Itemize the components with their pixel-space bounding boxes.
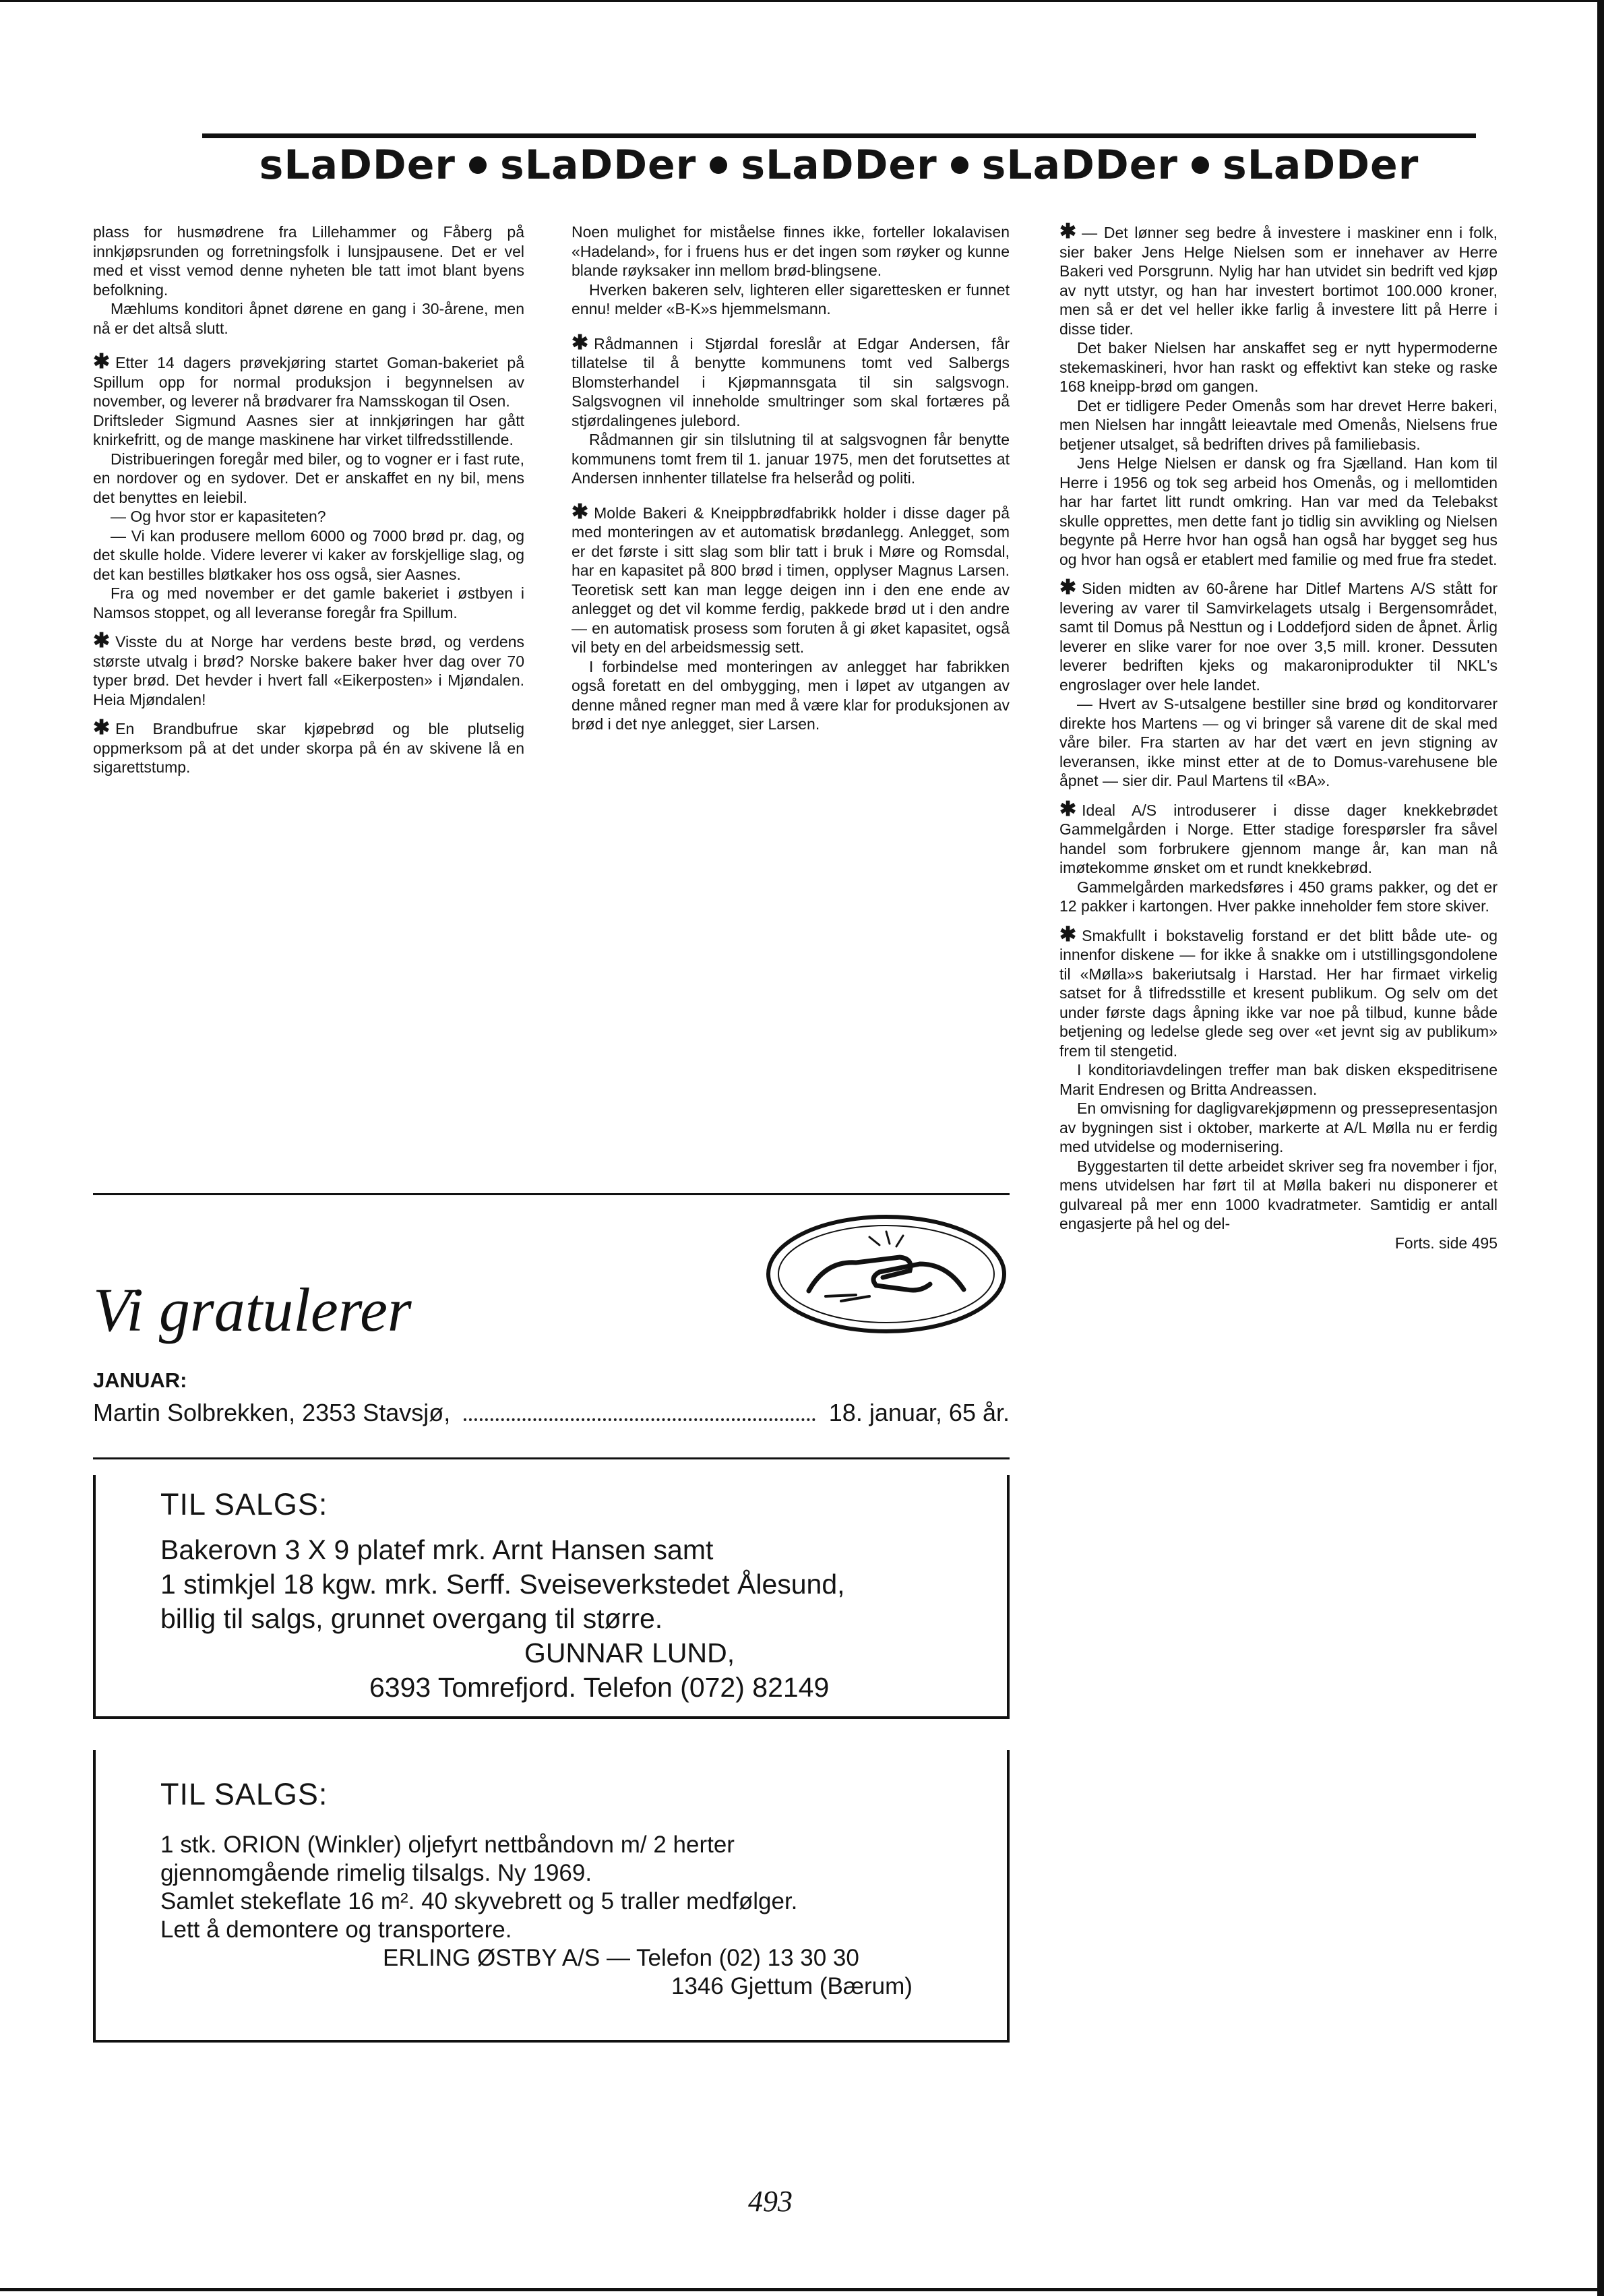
article-column-1	[93, 222, 524, 777]
paragraph: Smakfullt i bokstavelig forstand er det blitt både ute- og innenfor diskene — for ikke å snakke om i utstillingsgondolene til «Mølla»s bakeriutsalg i Harstad. Her har firmaet virkelig satset for å tlifredsstille et kresent publikum. Og selv om det under første dags åpning ikke var noe på tilbud, kunne både betjening og ledelse glede seg over «et jevnt sig av publikum» frem til stengetid.	[1059, 926, 1498, 1060]
ad-contact-line: 1346 Gjettum (Bærum)	[671, 1973, 913, 1999]
header-word: sLaDDer	[981, 142, 1178, 189]
scan-top-edge	[0, 0, 1604, 2]
paragraph: Distribueringen foregår med biler, og to vogner er i fast rute, en nordover og en sydover. Det er anskaffet en ny bil, mens det benyttes en leiebil.	[93, 450, 524, 506]
scan-right-edge	[1597, 0, 1604, 2296]
asterisk-icon: ✱	[572, 500, 589, 523]
section-divider	[93, 1193, 1010, 1195]
paragraph: Rådmannen i Stjørdal foreslår at Edgar Andersen, får tillatelse til å benytte kommunens tomt ved Salbergs Blomsterhandel i Kjøpmannsgata til sin salgsvogn. Salgsvognen vil inneholde smultringer som skal fortæres på stjørdalingenes julebord.	[572, 334, 1010, 429]
asterisk-icon: ✱	[1059, 220, 1077, 243]
news-item	[93, 353, 524, 411]
paragraph: — Og hvor stor er kapasiteten?	[111, 508, 326, 525]
paragraph: plass for husmødrene fra Lillehammer og Fåberg på innkjøpsrunden og forretningsfolk i lunsjpausene. Det er vel med et visst vemod denne nyheten ble tatt imot blant byens befolkning.	[93, 223, 524, 299]
paragraph: — Vi kan produsere mellom 6000 og 7000 brød pr. dag, og det skulle holde. Videre leverer vi kaker av forskjellige slag, og det kan bestilles bløtkaker hos oss også, sier Aasnes.	[93, 526, 524, 583]
ad-line: Lett å demontere og transportere.	[160, 1916, 512, 1943]
header-word: sLaDDer	[1222, 142, 1419, 189]
news-item	[1059, 222, 1498, 338]
paragraph: Rådmannen gir sin tilslutning til at salgsvognen får benytte kommunens tomt frem til 1. januar 1975, men det forutsettes at Andersen innhenter tillatelse fra helseråd og politi.	[572, 431, 1010, 487]
handshake-icon	[762, 1210, 1011, 1338]
paragraph: I forbindelse med monteringen av anlegget har fabrikken også foretatt en del ombygging, men i løpet av utgangen av denne måned regner man med å være klar for produksjonen av brød i det nye anlegget, sier Larsen.	[572, 657, 1010, 733]
paragraph: Byggestarten til dette arbeidet skriver seg fra november i fjor, mens utvidelsen har ført til at Mølla bakeri nu disponerer et gulvareal på mer enn 1000 kvadratmeter. Samtidig er antall engasjerte på hel og del-	[1059, 1157, 1498, 1232]
asterisk-icon: ✱	[93, 717, 111, 739]
ad-line: billig til salgs, grunnet overgang til større.	[160, 1603, 663, 1634]
news-item	[93, 719, 524, 777]
ad-body	[160, 1831, 969, 2001]
news-item	[93, 632, 524, 709]
bullet-icon	[1192, 156, 1209, 174]
continuation-note: Forts. side 495	[1394, 1234, 1498, 1252]
bullet-icon	[469, 156, 487, 174]
paragraph: I konditoriavdelingen treffer man bak disken ekspeditrisene Marit Endresen og Britta Andreassen.	[1059, 1061, 1498, 1098]
asterisk-icon: ✱	[93, 351, 111, 373]
ad-title: TIL SALGS:	[160, 1777, 328, 1811]
congratulations-title: Vi gratulerer	[93, 1275, 412, 1344]
section-divider	[93, 1457, 1010, 1459]
paragraph: Fra og med november er det gamle bakeriet i østbyen i Namsos stoppet, og all leveranse foregår fra Spillum.	[93, 584, 524, 622]
congratulations-entry	[93, 1399, 1010, 1427]
header-rule	[202, 133, 1476, 138]
ad-line: gjennomgående rimelig tilsalgs. Ny 1969.	[160, 1860, 592, 1886]
paragraph: Etter 14 dagers prøvekjøring startet Goman-bakeriet på Spillum opp for normal produksjon i begynnelsen av november, og leverer nå brødvarer fra Namsskogan til Osen.	[93, 354, 524, 410]
paragraph: En Brandbufrue skar kjøpebrød og ble plutselig oppmerksom på at det under skorpa på én av skivene lå en sigarettstump.	[93, 720, 524, 776]
paragraph: En omvisning for dagligvarekjøpmenn og pressepresentasjon av bygningen sist i oktober, markerte at A/L Mølla nu er ferdig med utvidelse og modernisering.	[1059, 1099, 1498, 1155]
ad-contact-address: 6393 Tomrefjord. Telefon (072) 82149	[369, 1672, 830, 1703]
ad-line: 1 stimkjel 18 kgw. mrk. Serff. Sveiseverkstedet Ålesund,	[160, 1569, 845, 1600]
page-number: 493	[748, 2185, 793, 2218]
news-item	[1059, 797, 1498, 878]
honoree-name: Martin Solbrekken, 2353 Stavsjø,	[93, 1399, 451, 1426]
header-word: sLaDDer	[259, 142, 456, 189]
paragraph: — Det lønner seg bedre å investere i maskiner enn i folk, sier baker Jens Helge Nielsen som er innehaver av Herre Bakeri ved Porsgrunn. Nylig har han utvidet sin bedrift ved kjøp av nytt utstyr, og han har investert bortimot 100.000 kroner, men så er det vel heller ikke farlig å investere litt på Herre i disse tider.	[1059, 224, 1498, 338]
congratulations-month: JANUAR:	[93, 1368, 187, 1392]
paragraph: Noen mulighet for miståelse finnes ikke, forteller lokalavisen «Hadeland», for i fruens hus er det ingen som røyker og kunne blande røyksaker inn mellom brød-blingsene.	[572, 223, 1010, 279]
paragraph: Det er tidligere Peder Omenås som har drevet Herre bakeri, men Nielsen har inngått leieavtale med Omenås, Nielsens frue betjener utsalget, så bedriften drives på familiebasis.	[1059, 396, 1498, 453]
paragraph: Hverken bakeren selv, lighteren eller sigarettesken er funnet ennu! melder «B-K»s hjemmelsmann.	[572, 280, 1010, 318]
paragraph: Visste du at Norge har verdens beste brød, og verdens største utvalg i brød? Norske bakere baker hver dag over 70 typer brød. Det hevder i hvert fall «Eikerposten» i Mjøndalen. Heia Mjøndalen!	[93, 633, 524, 708]
article-column-2	[572, 222, 1010, 734]
section-header	[202, 142, 1476, 189]
paragraph: Ideal A/S introduserer i disse dager knekkebrødet Gammelgården i Norge. Etter stadige forespørsler fra såvel handel som forbrukere gjennom mange år, kan man nå imøtekomme ønsket om et rundt knekkebrød.	[1059, 801, 1498, 876]
classified-ad-1	[93, 1475, 1010, 1719]
paragraph: Mæhlums konditori åpnet dørene en gang i 30-årene, men nå er det altså slutt.	[93, 300, 524, 337]
ad-contact-line: ERLING ØSTBY A/S — Telefon (02) 13 30 30	[383, 1945, 859, 1971]
asterisk-icon: ✱	[1059, 923, 1077, 946]
paragraph: Driftsleder Sigmund Aasnes sier at innkjøringen har gått knirkefritt, og de mange maskinene har virket tilfredsstillende.	[93, 411, 524, 448]
ad-line: Bakerovn 3 X 9 platef mrk. Arnt Hansen samt	[160, 1534, 714, 1565]
ad-title: TIL SALGS:	[160, 1487, 328, 1521]
ad-contact-name: GUNNAR LUND,	[524, 1637, 735, 1668]
paragraph: Siden midten av 60-årene har Ditlef Martens A/S stått for levering av varer til Samvirkelagets utsalg i Bergensområdet, samt til Domus på Nesttun og i Loddefjord siden de åpnet. Årlig leverer en slike varer for noe over 3,5 mill. kroner. Dessuten leverer bedriften kjeks og makaroniprodukter til NKL's engroslager over hele landet.	[1059, 580, 1498, 694]
asterisk-icon: ✱	[1059, 797, 1077, 820]
header-word: sLaDDer	[741, 142, 937, 189]
paragraph: — Hvert av S-utsalgene bestiller sine brød og konditorvarer direkte hos Martens — og vi bringer så varene dit de skal med våre biler. Fra starten av har det vært en jevn stigning av leveransen, ikke minst etter at de to Domus-varehusene ble åpnet — sier dir. Paul Martens til «BA».	[1059, 695, 1498, 789]
paragraph: Jens Helge Nielsen er dansk og fra Sjælland. Han kom til Herre i 1956 og tok seg arbeid hos Omenås, og i mellomtiden har har fartet litt rundt omkring. Han var med da Telebakst skulle opprettes, men dette fant jo tidlig sin avvikling og Nielsen begynte på Herre hvor han også han også har bygget seg hus og hvor han også er etablert med familie og med frue fra stedet.	[1059, 454, 1498, 568]
dot-leader	[464, 1405, 815, 1421]
paragraph: Gammelgården markedsføres i 450 grams pakker, og det er 12 pakker i kartongen. Hver pakke inneholder fem store skiver.	[1059, 878, 1498, 915]
article-column-3	[1059, 222, 1498, 1252]
news-item	[572, 331, 1010, 431]
header-word: sLaDDer	[500, 142, 697, 189]
honoree-date: 18. januar, 65 år.	[828, 1399, 1010, 1426]
news-item	[1059, 923, 1498, 1061]
asterisk-icon: ✱	[572, 331, 589, 354]
ad-body	[160, 1533, 969, 1705]
ad-line: 1 stk. ORION (Winkler) oljefyrt nettbåndovn m/ 2 herter	[160, 1832, 735, 1858]
news-item	[572, 500, 1010, 657]
paragraph: Det baker Nielsen har anskaffet seg er nytt hypermoderne stekemaskineri, hvor han raskt og effektivt kan steke og raske 168 kneipp-brød om gangen.	[1059, 339, 1498, 395]
bullet-icon	[710, 156, 727, 174]
ad-line: Samlet stekeflate 16 m². 40 skyvebrett og 5 traller medfølger.	[160, 1888, 798, 1914]
news-item	[1059, 578, 1498, 694]
asterisk-icon: ✱	[93, 630, 111, 652]
scan-bottom-edge	[0, 2288, 1604, 2291]
bullet-icon	[951, 156, 968, 174]
asterisk-icon: ✱	[1059, 576, 1077, 599]
paragraph: Molde Bakeri & Kneippbrødfabrikk holder i disse dager på med monteringen av et automatisk brødanlegg. Anlegget, som er det første i sitt slag som blir tatt i bruk i Møre og Romsdal, har en kapasitet på 800 brød i timen, opplyser Magnus Larsen. Teoretisk sett kan man legge deigen inn i den ene ende av anlegget og det vil komme ferdig, pakkede brød ut i den andre — en automatisk prosess som foruten å gi øket kapasitet, også vil bety en del arbeidsmessig sett.	[572, 504, 1010, 656]
classified-ad-2	[93, 1750, 1010, 2043]
